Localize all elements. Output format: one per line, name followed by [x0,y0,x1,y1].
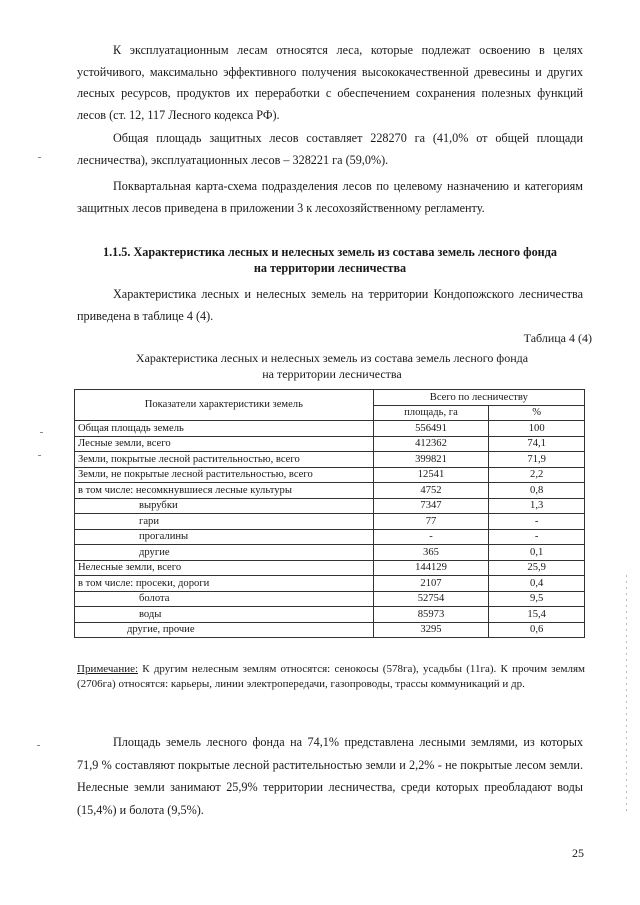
row-indicator: другие [75,545,374,561]
table-row [75,529,585,545]
table-row [75,514,585,530]
row-indicator: прогалины [75,529,374,545]
land-characteristics-table [74,389,585,638]
page-number: 25 [572,846,584,860]
note-text: К другим нелесным землям относятся: сенокосы (578га), усадьбы (11га). К прочим землям (2706га) относятся: карьеры, линии электропередачи, газопроводы, трассы коммуникаций и др. [77,663,585,690]
paragraph-protective-area: Общая площадь защитных лесов составляет 228270 га (41,0% от общей площади лесничества), эксплуатационных лесов – 328221 га (59,0%). [77,131,583,167]
table-row [75,467,585,483]
row-percent: 1,3 [489,498,585,514]
scan-mark [38,157,41,158]
row-area: 556491 [373,421,489,437]
table-row [75,607,585,623]
header-percent: % [489,405,585,421]
row-area: 77 [373,514,489,530]
table-row [75,591,585,607]
row-percent: - [489,514,585,530]
row-percent: 0,6 [489,622,585,638]
section-heading [77,245,583,276]
row-indicator: другие, прочие [75,622,374,638]
row-area: 399821 [373,452,489,468]
table-body [75,421,585,638]
row-area: 4752 [373,483,489,499]
note-label: Примечание: [77,663,139,675]
table-row [75,483,585,499]
table-row [75,421,585,437]
table-row [75,436,585,452]
row-indicator: Нелесные земли, всего [75,560,374,576]
row-percent: 0,4 [489,576,585,592]
paragraph-table-intro: Характеристика лесных и нелесных земель на территории Кондопожского лесничества приведена в таблице 4 (4). [77,287,583,323]
row-indicator: в том числе: просеки, дороги [75,576,374,592]
row-indicator: болота [75,591,374,607]
row-area: - [373,529,489,545]
row-indicator: гари [75,514,374,530]
table-label: Таблица 4 (4) [523,331,592,345]
table-title-line2: на территории лесничества [262,366,402,381]
row-indicator: вырубки [75,498,374,514]
header-total: Всего по лесничеству [373,390,584,406]
row-area: 412362 [373,436,489,452]
row-area: 144129 [373,560,489,576]
row-area: 365 [373,545,489,561]
row-percent: - [489,529,585,545]
row-indicator: в том числе: несомкнувшиеся лесные культуры [75,483,374,499]
paragraph-summary: Площадь земель лесного фонда на 74,1% представлена лесными землями, из которых 71,9 % составляют покрытые лесной растительностью земли и 2,2% - не покрытые лесом земли. Нелесные земли занимают 25,9% территории лесничества, среди которых преобладают воды (15,4%) и болота (9,5%). [77,735,583,817]
row-area: 7347 [373,498,489,514]
table-note [77,662,585,692]
paragraph-exploitation-forests: К эксплуатационным лесам относятся леса, которые подлежат освоению в целях устойчивого, максимально эффективного получения высококачественной древесины и других лесных ресурсов, продуктов их переработки с обеспечением сохранения полезных функций лесов (ст. 12, 117 Лесного кодекса РФ). [77,43,583,122]
row-indicator: Лесные земли, всего [75,436,374,452]
row-percent: 0,8 [489,483,585,499]
row-indicator: воды [75,607,374,623]
table-title [77,351,587,382]
table-row [75,622,585,638]
table-title-line1: Характеристика лесных и нелесных земель из состава земель лесного фонда [135,351,529,365]
row-percent: 0,1 [489,545,585,561]
row-percent: 100 [489,421,585,437]
table-row [75,498,585,514]
scan-mark [38,455,41,456]
table-row [75,545,585,561]
row-indicator: Общая площадь земель [75,421,374,437]
header-area: площадь, га [373,405,489,421]
row-percent: 9,5 [489,591,585,607]
header-indicator: Показатели характеристики земель [75,390,374,421]
row-area: 12541 [373,467,489,483]
row-area: 52754 [373,591,489,607]
row-percent: 74,1 [489,436,585,452]
row-percent: 71,9 [489,452,585,468]
row-area: 2107 [373,576,489,592]
paragraph-map-scheme: Поквартальная карта-схема подразделения лесов по целевому назначению и категориям защитных лесов приведена в приложении 3 к лесохозяйственному регламенту. [77,179,583,215]
row-percent: 2,2 [489,467,585,483]
scan-edge-dots [626,575,627,815]
row-area: 3295 [373,622,489,638]
section-heading-line1: 1.1.5. Характеристика лесных и нелесных земель из состава земель лесного фонда [103,245,557,259]
row-indicator: Земли, покрытые лесной растительностью, всего [75,452,374,468]
row-percent: 15,4 [489,607,585,623]
table-row [75,452,585,468]
row-indicator: Земли, не покрытые лесной растительностью, всего [75,467,374,483]
table-row [75,576,585,592]
section-heading-line2: на территории лесничества [253,260,407,275]
scan-mark [37,745,40,746]
scan-mark [40,432,43,433]
table-row [75,560,585,576]
row-area: 85973 [373,607,489,623]
row-percent: 25,9 [489,560,585,576]
